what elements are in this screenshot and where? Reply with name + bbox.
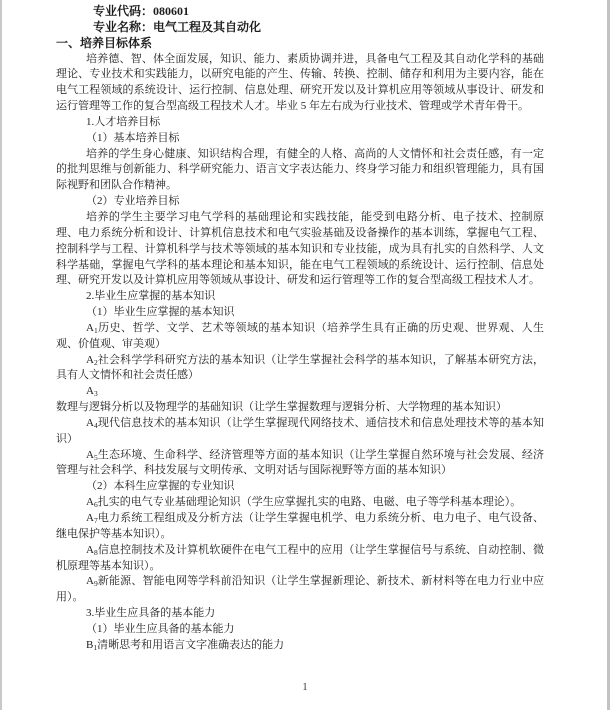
paragraph: 专业代码：080601 [93,4,190,18]
paragraph: （1）毕业生应掌握的基本知识 [86,306,235,319]
item-prefix: A [86,416,94,429]
item-prefix: A [86,543,94,556]
item-prefix: A [86,575,94,588]
paragraph: 专业名称：电气工程及其自动化 [93,19,262,34]
item-prefix-subscript: 3 [93,389,98,399]
paragraph: $A_2$社会科学学科研究方法的基本知识（让学生掌握社会科学的基本知识，了解基本研究方法，具有人文情怀和社会责任感） [56,353,544,382]
document-body [56,4,544,654]
paragraph: $A_5$生态环境、生命科学、经济管理等方面的基本知识（让学生掌握自然环境与社会发展、经济管理与社会科学、科技发展与文明传承、文明对话与国际视野等方面的基本知识） [56,448,544,477]
item-prefix: A [86,385,94,398]
item-prefix-subscript: 7 [93,516,98,525]
paragraph: 2.毕业生应掌握的基本知识 [86,290,216,303]
item-prefix-subscript: 8 [93,547,98,557]
paragraph: $A_3$数理与逻辑分析以及物理学的基础知识（让学生掌握数理与逻辑分析、大学物理的基本知识） [56,385,507,414]
paragraph: $A_9$新能源、智能电网等学科前沿知识（让学生掌握新理论、新技术、新材料等在电力行业中应用）。 [56,575,544,604]
item-prefix-subscript: 4 [93,420,98,430]
item-prefix: A [86,512,94,524]
item-prefix-subscript: 6 [93,500,98,510]
paragraph: （2）本科生应掌握的专业知识 [86,480,235,493]
paragraph: （1）毕业生应具备的基本能力 [86,622,235,635]
item-prefix: A [86,321,94,334]
item-prefix-subscript: 5 [93,452,98,462]
item-prefix: A [86,496,94,509]
paragraph: $A_8$信息控制技术及计算机软硬件在电气工程中的应用（让学生掌握信号与系统、自动控制、微机原理等基本知识）。 [56,543,544,572]
paragraph: $A_6$扎实的电气专业基础理论知识（学生应掌握扎实的电路、电磁、电子等学科基本理论）。 [86,496,522,510]
paragraph: 培养的学生身心健康、知识结构合理，有健全的人格、高尚的人文情怀和社会责任感，有一定的批判思维与创新能力、科学研究能力、语言文字表达能力、终身学习能力和组织管理能力，具有国际视野和团队合作精神。 [56,147,544,192]
paragraph: 培养德、智、体全面发展，知识、能力、素质协调并进，具备电气工程及其自动化学科的基础理论、专业技术和实践能力，以研究电能的产生、传输、转换、控制、储存和利用为主要内容，能在电气工程领域的系统设计、运行控制、信息处理、研究开发以及计算机应用等领域从事设计、研发和运行管理等工作的复合型高级工程技术人才。毕业 5 年左右成为行业技术、管理或学术青年骨干。 [56,52,544,113]
page-left-edge [0,0,2,710]
item-prefix: A [86,353,94,366]
paragraph: 一、培养目标体系 [56,35,153,50]
paragraph: $A_1$历史、哲学、文学、艺术等领域的基本知识（培养学生具有正确的历史观、世界观、人生观、价值观、审美观） [56,321,544,350]
item-prefix-subscript: 2 [93,357,98,367]
paragraph: $A_7$电力系统工程组成及分析方法（让学生掌握电机学、电力系统分析、电力电子、电气设备、继电保护等基本知识）。 [56,512,544,540]
paragraph: （2）专业培养目标 [86,195,180,208]
item-prefix: A [86,448,94,461]
item-prefix-subscript: 1 [93,642,98,652]
item-prefix-subscript: 1 [93,325,98,335]
paragraph: 3.毕业生应具备的基本能力 [86,607,216,620]
paragraph: 培养的学生主要学习电气学科的基础理论和实践技能，能受到电路分析、电子技术、控制原理、电力系统分析和设计、计算机信息技术和电气实验基础及设备操作的基本训练，掌握电气工程、控制科学与工程、计算机科学与技术等领域的基本知识和专业技能，成为具有扎实的自然科学、人文科学基础，掌握电气学科的基本理论和基本知识，能在电气工程领域的系统设计、运行控制、信息处理、研究开发以及计算机应用等领域从事设计、研发和运行管理等工作的复合型高级工程技术人才。 [56,210,544,287]
paragraph: 1.人才培养目标 [86,115,161,128]
paragraph: $A_4$现代信息技术的基本知识（让学生掌握现代网络技术、通信技术和信息处理技术等的基本知识） [56,416,544,445]
paragraph: $B_1$清晰思考和用语言文字准确表达的能力 [86,638,285,652]
item-prefix-subscript: 9 [93,579,98,589]
paragraph: （1）基本培养目标 [86,131,180,144]
item-prefix: B [86,638,94,651]
page-number: 1 [302,682,308,693]
